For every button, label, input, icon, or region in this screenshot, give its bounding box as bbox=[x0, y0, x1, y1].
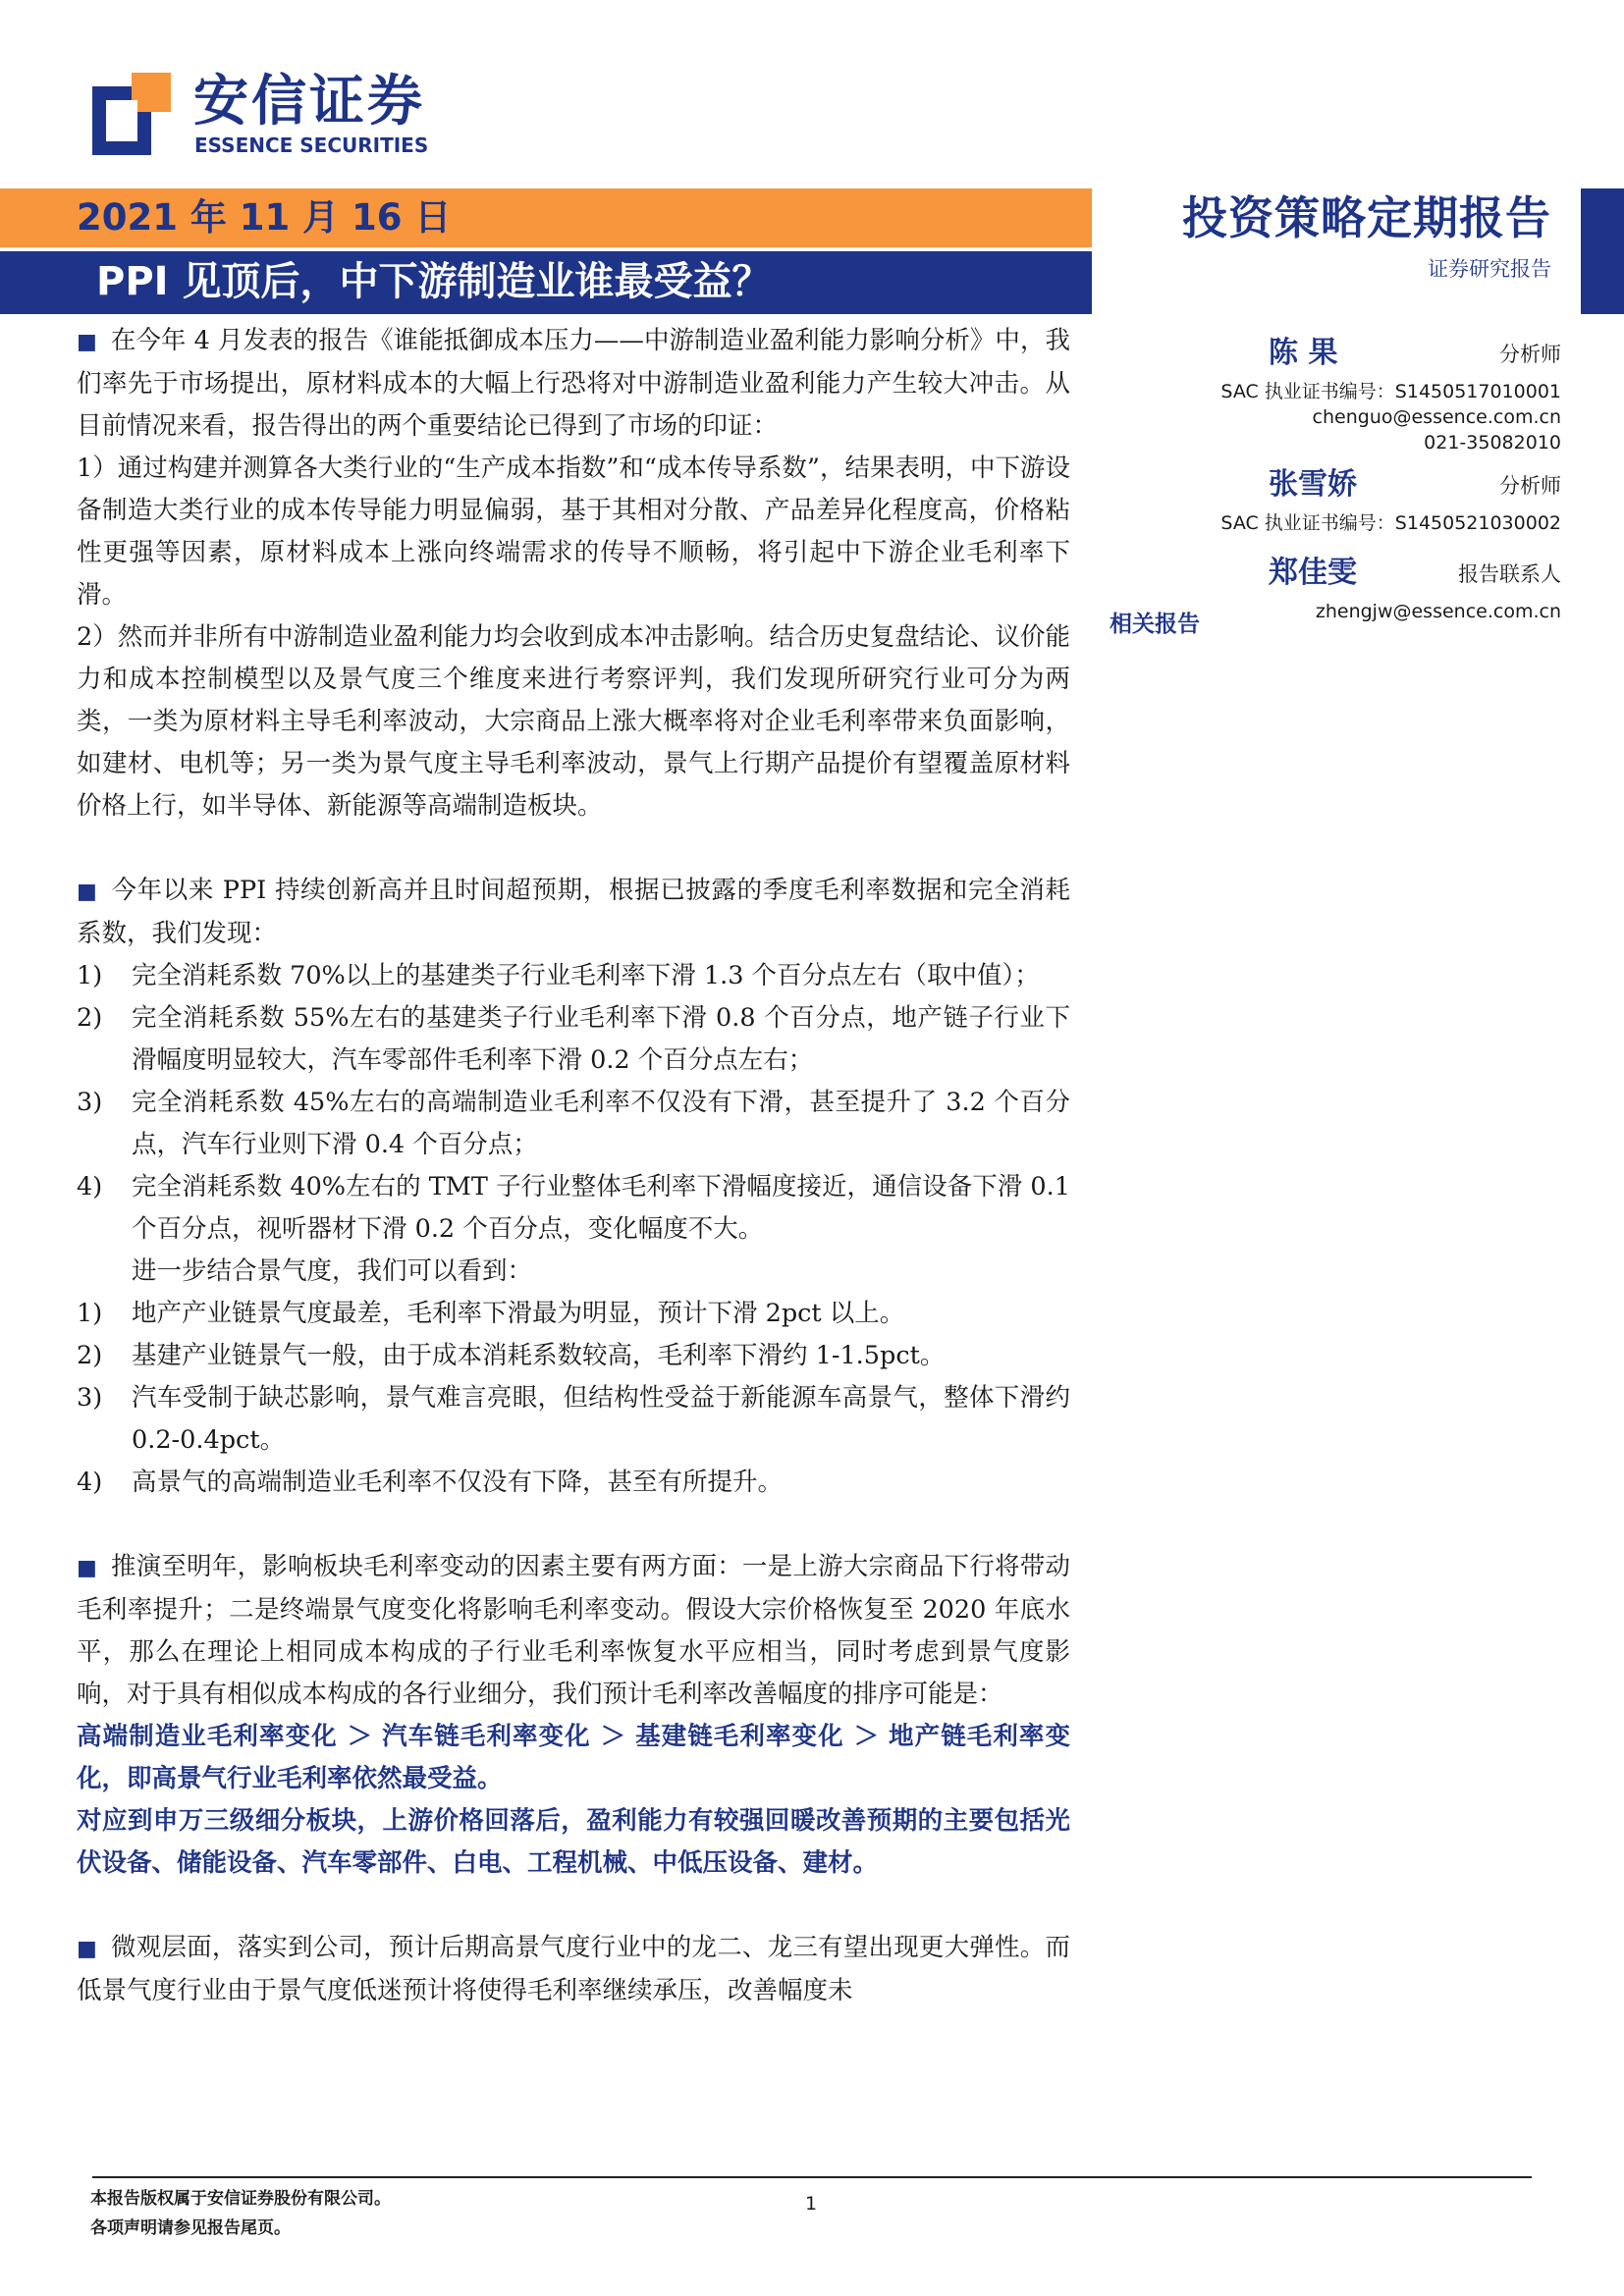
analyst-role: 分析师 bbox=[1499, 343, 1561, 366]
report-subtype: 证券研究报告 bbox=[1428, 257, 1551, 281]
footer-disclaimer: 各项声明请参见报告尾页。 bbox=[90, 2218, 291, 2238]
list-item: 3) 完全消耗系数 45%左右的高端制造业毛利率不仅没有下滑，甚至提升了 3.2 个百分点，汽车行业则下滑 0.4 个百分点； bbox=[77, 1088, 1070, 1159]
square-bullet-icon: ■ bbox=[77, 1556, 98, 1580]
analyst-name: 陈 果 bbox=[1269, 336, 1338, 370]
analyst-card bbox=[1110, 465, 1561, 536]
section1-point1: 1）通过构建并测算各大类行业的“生产成本指数”和“成本传导系数”，结果表明，中下游设备制造大类行业的成本传导能力明显偏弱，基于其相对分散、产品差异化程度高，价格粘性更强等因素，原材料成本上涨向终端需求的传导不顺畅，将引起中下游企业毛利率下滑。 bbox=[77, 454, 1070, 610]
footer-copyright: 本报告版权属于安信证券股份有限公司。 bbox=[90, 2189, 391, 2209]
analyst-email[interactable]: chenguo@essence.com.cn bbox=[1312, 406, 1561, 428]
analyst-card bbox=[1110, 334, 1561, 455]
list-item: 1) 地产产业链景气度最差，毛利率下滑最为明显，预计下滑 2pct 以上。 bbox=[77, 1299, 905, 1328]
list-item: 2) 基建产业链景气一般，由于成本消耗系数较高，毛利率下滑约 1-1.5pct。 bbox=[77, 1341, 946, 1370]
analyst-name: 张雪娇 bbox=[1269, 467, 1357, 502]
section3-ranking: 高端制造业毛利率变化 ＞ 汽车链毛利率变化 ＞ 基建链毛利率变化 ＞ 地产链毛利率变化，即高景气行业毛利率依然最受益。 bbox=[77, 1722, 1070, 1793]
list-item: 2) 完全消耗系数 55%左右的基建类子行业毛利率下滑 0.8 个百分点，地产链子行业下滑幅度明显较大，汽车零部件毛利率下滑 0.2 个百分点左右； bbox=[77, 1003, 1070, 1075]
footer-divider bbox=[92, 2176, 1532, 2178]
square-bullet-icon: ■ bbox=[77, 330, 97, 354]
section2-intro: ■ 今年以来 PPI 持续创新高并且时间超预期，根据已披露的季度毛利率数据和完全消耗系数，我们发现： bbox=[77, 876, 1070, 948]
report-type: 投资策略定期报告 bbox=[1182, 191, 1551, 244]
main-body bbox=[77, 320, 1070, 2012]
report-date: 2021 年 11 月 16 日 bbox=[77, 196, 452, 239]
list-item: 4) 高景气的高端制造业毛利率不仅没有下降，甚至有所提升。 bbox=[77, 1468, 784, 1497]
section2-further: 进一步结合景气度，我们可以看到： bbox=[132, 1256, 533, 1286]
section1-intro: ■ 在今年 4 月发表的报告《谁能抵御成本压力——中游制造业盈利能力影响分析》中，我们率先于市场提出，原材料成本的大幅上行恐将对中游制造业盈利能力产生较大冲击。从目前情况来看，报告得出的两个重要结论已得到了市场的印证： bbox=[77, 326, 1070, 441]
analyst-sidebar bbox=[1110, 334, 1561, 637]
section3-beneficiaries: 对应到申万三级细分板块，上游价格回落后，盈利能力有较强回暖改善预期的主要包括光伏设备、储能设备、汽车零部件、白电、工程机械、中低压设备、建材。 bbox=[77, 1806, 1070, 1878]
brand-name-cn: 安信证券 bbox=[193, 70, 425, 133]
section3-intro: ■ 推演至明年，影响板块毛利率变动的因素主要有两方面：一是上游大宗商品下行将带动毛利率提升；二是终端景气度变化将影响毛利率变动。假设大宗价格恢复至 2020 年底水平，那么在理论上相同成本构成的子行业毛利率恢复水平应相当，同时考虑到景气度影响，对于具有相似成本构成的各行业细分，我们预计毛利率改善幅度的排序可能是： bbox=[77, 1552, 1070, 1709]
edge-tab bbox=[1581, 188, 1624, 314]
logo-icon bbox=[92, 73, 171, 155]
analyst-role: 分析师 bbox=[1499, 474, 1561, 498]
list-item: 4) 完全消耗系数 40%左右的 TMT 子行业整体毛利率下滑幅度接近，通信设备下滑 0.1 个百分点，视听器材下滑 0.2 个百分点，变化幅度不大。 bbox=[77, 1172, 1070, 1244]
analyst-phone: 021-35082010 bbox=[1424, 432, 1561, 454]
list-item: 3) 汽车受制于缺芯影响，景气难言亮眼，但结构性受益于新能源车高景气，整体下滑约 0.2-0.4pct。 bbox=[77, 1383, 1070, 1455]
analyst-cert: SAC 执业证书编号：S1450517010001 bbox=[1220, 381, 1561, 402]
related-reports-heading: 相关报告 bbox=[1110, 611, 1200, 637]
report-title: PPI 见顶后，中下游制造业谁最受益？ bbox=[96, 259, 772, 304]
section1-point2: 2）然而并非所有中游制造业盈利能力均会收到成本冲击影响。结合历史复盘结论、议价能力和成本控制模型以及景气度三个维度来进行考察评判，我们发现所研究行业可分为两类，一类为原材料主导毛利率波动，大宗商品上涨大概率将对企业毛利率带来负面影响，如建材、电机等；另一类为景气度主导毛利率波动，景气上行期产品提价有望覆盖原材料价格上行，如半导体、新能源等高端制造板块。 bbox=[77, 622, 1070, 821]
page-number: 1 bbox=[805, 2193, 818, 2215]
brand-name-en: ESSENCE SECURITIES bbox=[194, 133, 429, 157]
analyst-email[interactable]: zhengjw@essence.com.cn bbox=[1315, 601, 1561, 622]
square-bullet-icon: ■ bbox=[77, 880, 98, 904]
analyst-cert: SAC 执业证书编号：S1450521030002 bbox=[1220, 512, 1561, 534]
list-item: 1) 完全消耗系数 70%以上的基建类子行业毛利率下滑 1.3 个百分点左右（取中值）； bbox=[77, 961, 1040, 990]
section4-intro: ■ 微观层面，落实到公司，预计后期高景气度行业中的龙二、龙三有望出现更大弹性。而低景气度行业由于景气度低迷预计将使得毛利率继续承压，改善幅度未 bbox=[77, 1933, 1070, 2005]
square-bullet-icon: ■ bbox=[77, 1937, 98, 1961]
analyst-name: 郑佳雯 bbox=[1269, 556, 1357, 590]
analyst-role: 报告联系人 bbox=[1458, 562, 1561, 586]
